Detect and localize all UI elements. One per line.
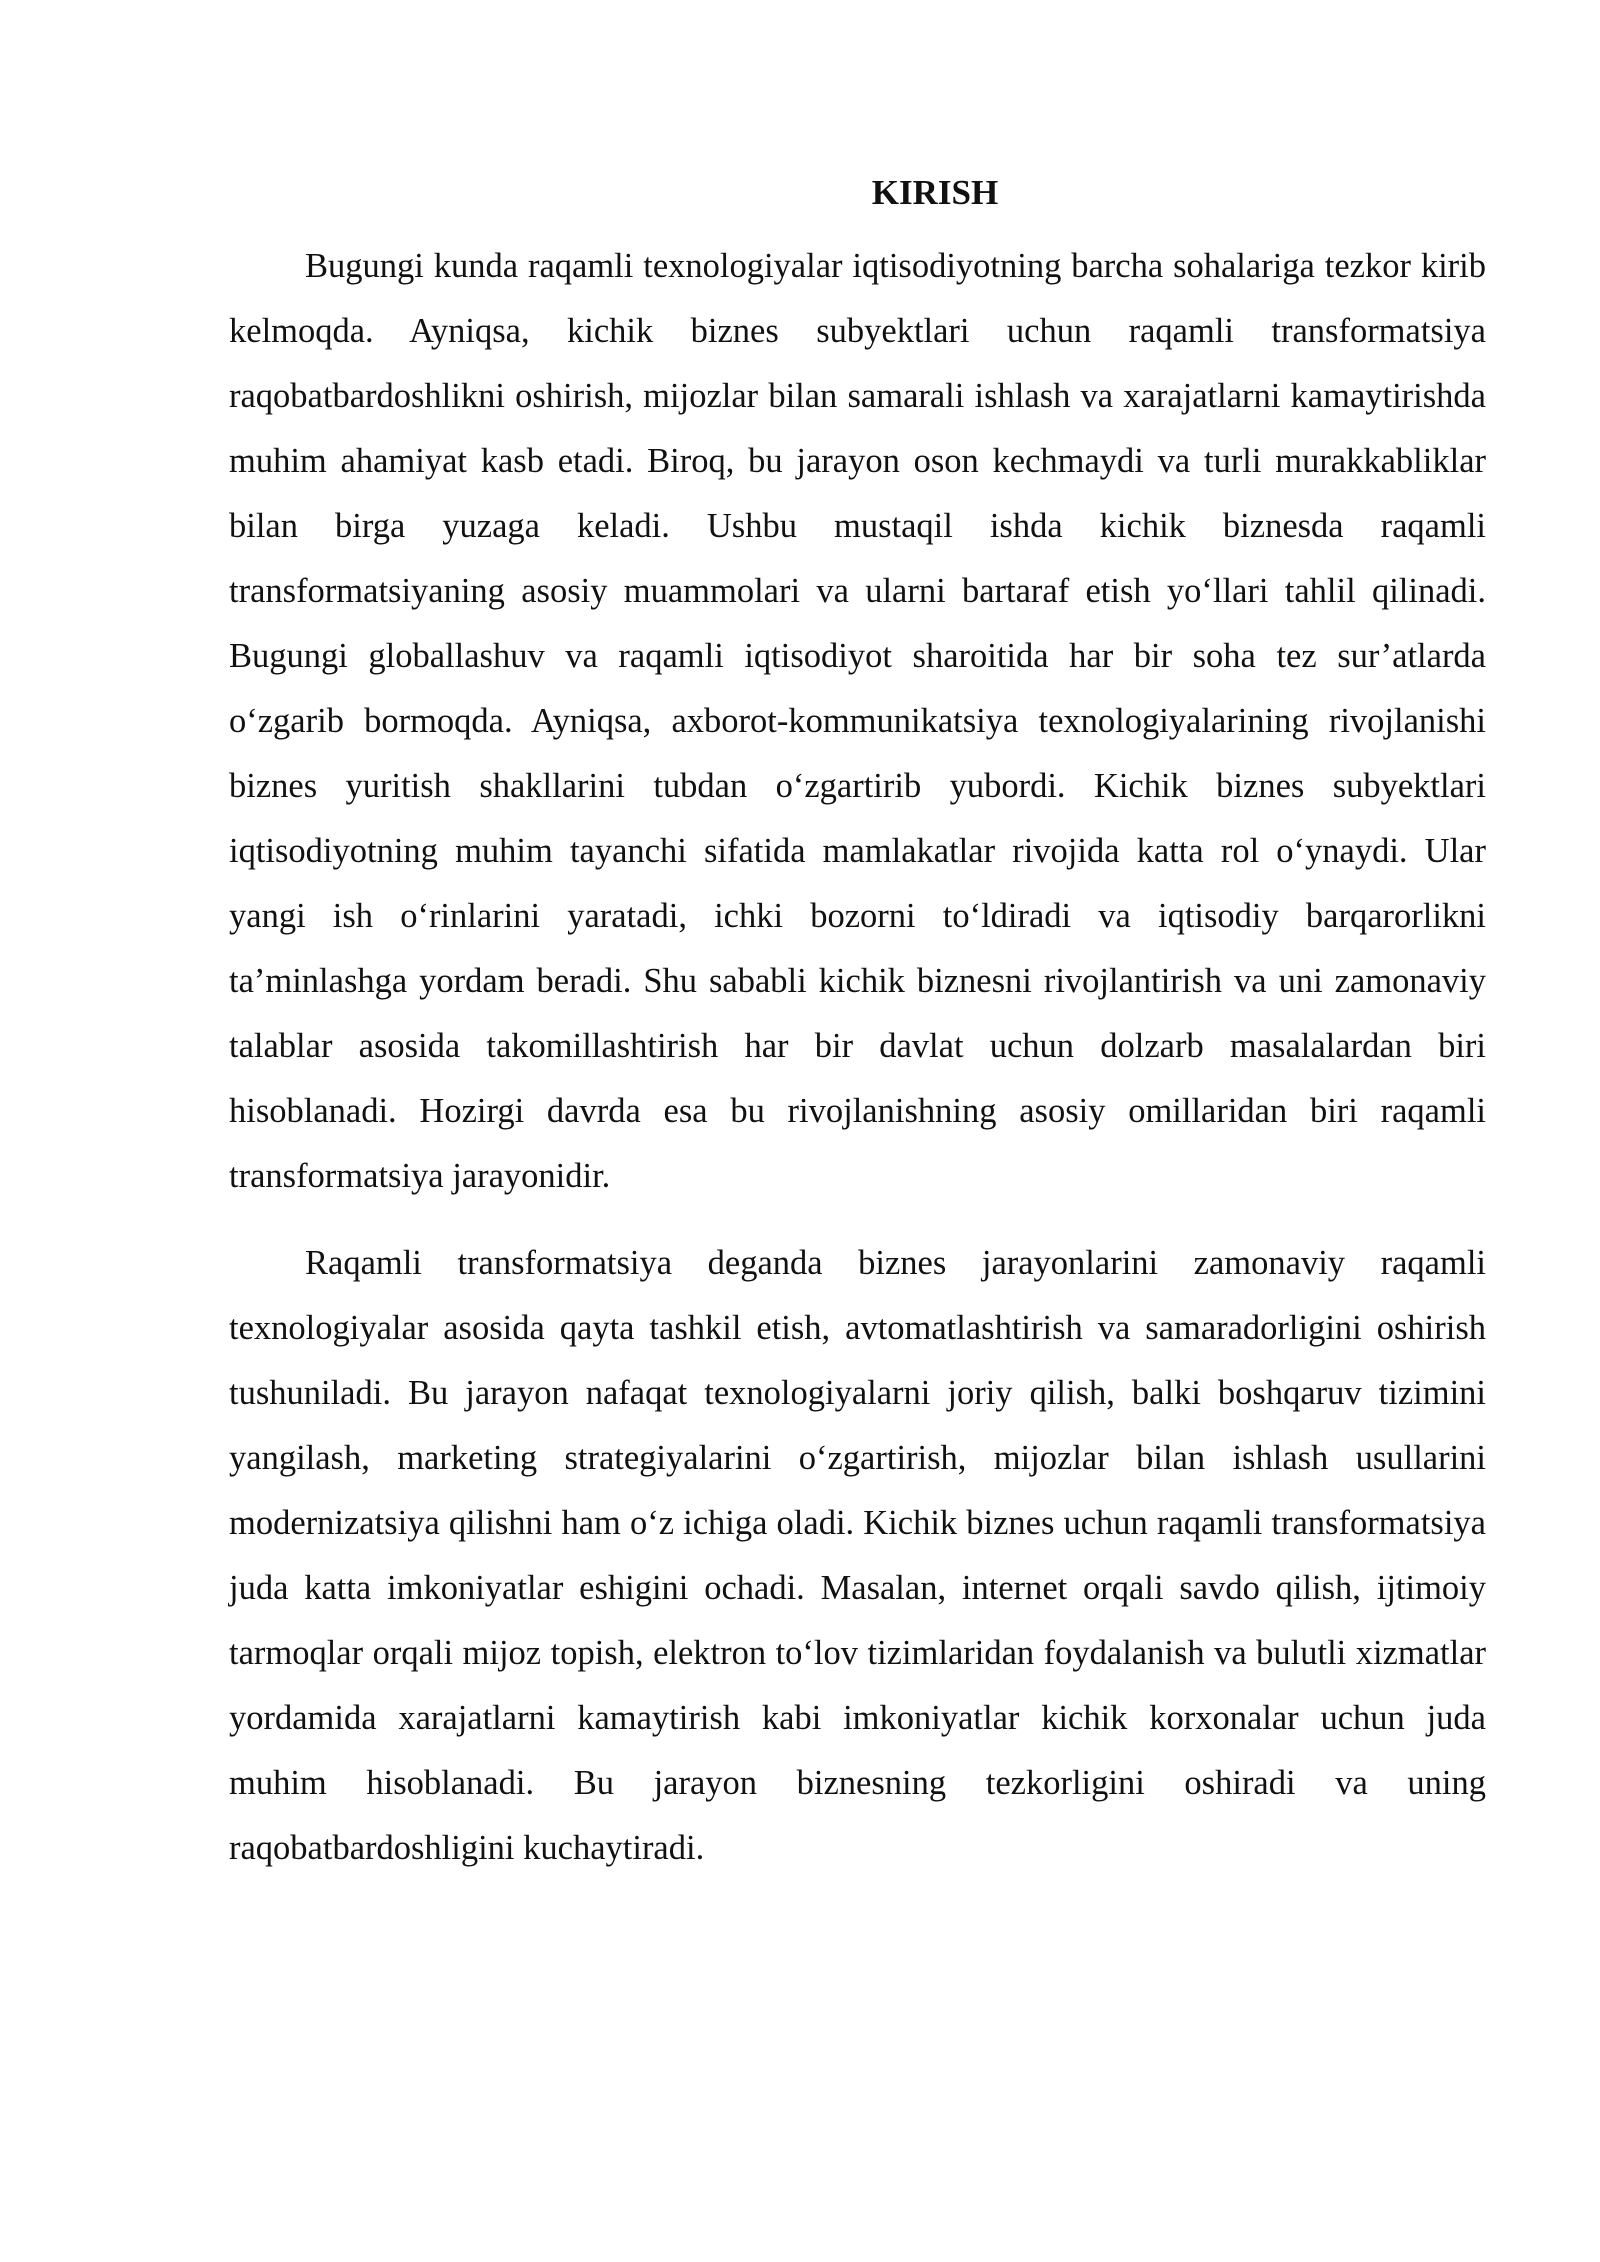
section-title: KIRISH bbox=[871, 173, 999, 212]
paragraph-2: Raqamli transformatsiya deganda biznes jarayonlarini zamonaviy raqamli texnologiyalar asosida qayta tashkil etish, avtomatlashtirish va samaradorligini oshirish tushuniladi. Bu jarayon nafaqat texnologiyalarni joriy qilish, balki boshqaruv tizimini yangilash, marketing strategiyalarini o‘zgartirish, mijozlar bilan ishlash usullarini modernizatsiya qilishni ham o‘z ichiga oladi. Kichik biznes uchun raqamli transformatsiya juda katta imkoniyatlar eshigini ochadi. Masalan, internet orqali savdo qilish, ijtimoiy tarmoqlar orqali mijoz topish, elektron to‘lov tizimlaridan foydalanish va bulutli xizmatlar yordamida xarajatlarni kamaytirish kabi imkoniyatlar kichik korxonalar uchun juda muhim hisoblanadi. Bu jarayon biznesning tezkorligini oshiradi va uning raqobatbardoshligini kuchaytiradi. bbox=[229, 1244, 1486, 1867]
paragraph-1: Bugungi kunda raqamli texnologiyalar iqtisodiyotning barcha sohalariga tezkor kirib kelmoqda. Ayniqsa, kichik biznes subyektlari uchun raqamli transformatsiya raqobatbardoshlikni oshirish, mijozlar bilan samarali ishlash va xarajatlarni kamaytirishda muhim ahamiyat kasb etadi. Biroq, bu jarayon oson kechmaydi va turli murakkabliklar bilan birga yuzaga keladi. Ushbu mustaqil ishda kichik biznesda raqamli transformatsiyaning asosiy muammolari va ularni bartaraf etish yo‘llari tahlil qilinadi. Bugungi globallashuv va raqamli iqtisodiyot sharoitida har bir soha tez sur’atlarda o‘zgarib bormoqda. Ayniqsa, axborot-kommunikatsiya texnologiyalarining rivojlanishi biznes yuritish shakllarini tubdan o‘zgartirib yubordi. Kichik biznes subyektlari iqtisodiyotning muhim tayanchi sifatida mamlakatlar rivojida katta rol o‘ynaydi. Ular yangi ish o‘rinlarini yaratadi, ichki bozorni to‘ldiradi va iqtisodiy barqarorlikni ta’minlashga yordam beradi. Shu sababli kichik biznesni rivojlantirish va uni zamonaviy talablar asosida takomillashtirish har bir davlat uchun dolzarb masalalardan biri hisoblanadi. Hozirgi davrda esa bu rivojlanishning asosiy omillaridan biri raqamli transformatsiya jarayonidir. bbox=[229, 247, 1486, 1195]
page-content bbox=[229, 172, 1486, 1881]
